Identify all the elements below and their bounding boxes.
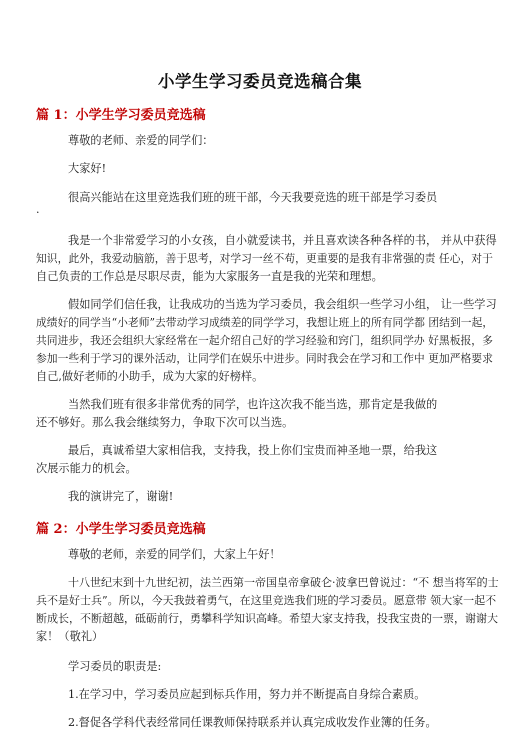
section-1-p1-line: 我是一个非常爱学习的小女孩，自小就爱读书，并且喜欢读各种各样的书， 并从中获得 xyxy=(68,234,497,247)
section-1-p1-line: 自己负责的工作总是尽职尽责，能为大家服务一直是我的光荣和理想。 xyxy=(36,270,383,283)
section-2-duty-2: 2.督促各学科代表经常同任课教师保持联系并认真完成收发作业簿的任务。 xyxy=(68,716,437,729)
section-1-salutation: 尊敬的老师、亲爱的同学们： xyxy=(68,134,214,147)
section-1-greeting: 大家好! xyxy=(68,162,107,175)
section-2-p1-line: 十八世纪末到十九世纪初，法兰西第一帝国皇帝拿破仑·波拿巴曾说过：“不 想当将军的士 xyxy=(68,576,499,589)
section-1-p3-line: 当然我们班有很多非常优秀的同学，也许这次我不能当选，那肯定是我做的 xyxy=(68,398,438,411)
section-1-p2-line: 参加一些利于学习的课外活动，让同学们在娱乐中进步。同时我会在学习和工作中 更加严格要求 xyxy=(36,352,493,365)
section-1-closing: 我的演讲完了，谢谢! xyxy=(68,490,174,503)
section-2-p1-line: 家！（敬礼） xyxy=(36,630,104,643)
section-1-p2-line: 假如同学们信任我，让我成功的当选为学习委员，我会组织一些学习小组， 让一些学习 xyxy=(68,298,497,311)
section-1-p4-line: 最后，真诚希望大家相信我，支持我，投上你们宝贵而神圣地一票，给我这 xyxy=(68,444,438,457)
section-2-salutation: 尊敬的老师，亲爱的同学们，大家上午好！ xyxy=(68,548,281,561)
section-1-p3-line: 还不够好。那么我会继续努力，争取下次可以当选。 xyxy=(36,416,294,429)
document-title: 小学生学习委员竞选稿合集 xyxy=(158,72,362,91)
section-1-p2-line: 自己,做好老师的小助手，成为大家的好榜样。 xyxy=(36,370,264,383)
section-2-heading: 篇 2：小学生学习委员竞选稿 xyxy=(36,522,206,537)
section-1-p1-line: 知识，此外，我爱动脑筋，善于思考，对学习一丝不苟，更重要的是我有非常强的责 任心，对于 xyxy=(36,252,493,265)
section-1-p2-line: 成绩好的同学当“小老师”去带动学习成绩差的同学学习，我想让班上的所有同学都 团结到一起， xyxy=(36,316,494,329)
section-2-p1-line: 断成长，不断超越，砥砺前行，勇攀科学知识高峰。希望大家支持我，投我宝贵的一票，谢谢大 xyxy=(36,612,498,625)
section-2-duties-intro: 学习委员的职责是: xyxy=(68,660,162,673)
section-1-p4-line: 次展示能力的机会。 xyxy=(36,462,137,475)
section-1-p2-line: 共同进步，我还会组织大家经常在一起介绍自己好的学习经验和窍门，组织同学办 好黑板报，多 xyxy=(36,334,493,347)
section-2-duty-1: 1.在学习中，学习委员应起到标兵作用，努力并不断提高自身综合素质。 xyxy=(68,688,426,701)
section-1-intro-dot: . xyxy=(36,203,40,216)
section-1-intro: 很高兴能站在这里竞选我们班的班干部，今天我要竞选的班干部是学习委员 xyxy=(68,191,438,204)
section-1-heading: 篇 1：小学生学习委员竞选稿 xyxy=(36,108,206,123)
section-2-p1-line: 兵不是好士兵”。所以，今天我鼓着勇气，在这里竞选我们班的学习委员。愿意带 领大家一起不 xyxy=(36,594,497,607)
